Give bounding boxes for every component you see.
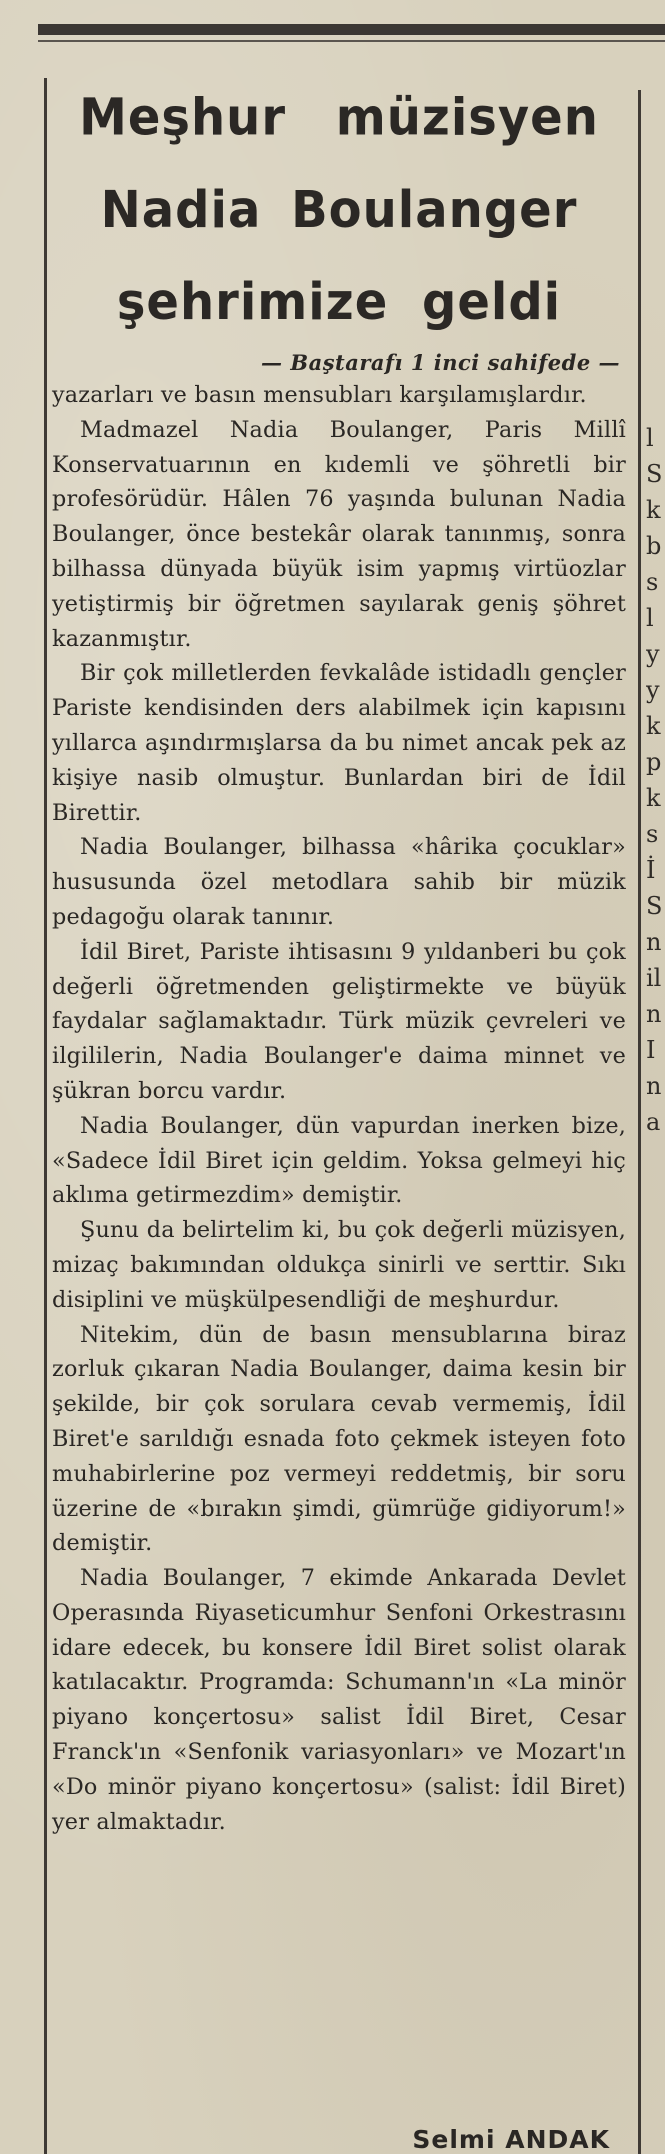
column-rule-right	[638, 90, 641, 2154]
adjacent-column-char: l	[646, 604, 654, 632]
adjacent-column-char: S	[646, 460, 663, 488]
adjacent-column-char: s	[646, 820, 659, 848]
paragraph: Nadia Boulanger, 7 ekimde Ankarada Devlet Operasında Riyaseticumhur Senfoni Orkestrasını idare edecek, bu konsere İdil Biret solist olarak katılacaktır. Programda: Schumann'ın «La minör piyano konçertosu» salist İdil Biret, Cesar Franck'ın «Senfonik variasyonları» ve Mozart'ın «Do minör piyano konçertosu» (salist: İdil Biret) yer almaktadır.	[52, 1565, 626, 1835]
paragraph: Madmazel Nadia Boulanger, Paris Millî Konservatuarının en kıdemli ve şöhretli bir profesörüdür. Hâlen 76 yaşında bulunan Nadia Boulanger, önce bestekâr olarak tanınmış, sonra bilhassa dünyada büyük isim yapmış virtüozlar yetiştirmiş bir öğretmen sayılarak geniş şöhret kazanmıştır.	[52, 416, 626, 652]
headline-line-3: şehrimize geldi	[116, 273, 562, 332]
article-column	[52, 70, 626, 2154]
adjacent-column-char: l	[646, 424, 654, 452]
adjacent-column-char: I	[646, 1036, 656, 1064]
adjacent-column-char: İ	[646, 856, 656, 884]
paragraph: Nadia Boulanger, bilhassa «hârika çocuklar» hususunda özel metodlara sahib bir müzik pedagoğu olarak tanınır.	[52, 834, 626, 930]
adjacent-column-char: k	[646, 784, 661, 812]
paragraph: Bir çok milletlerden fevkalâde istidadlı gençler Pariste kendisinden ders alabilmek için kapısını yıllarca aşındırmışlarsa da bu nimet ancak pek az kişiye nasib olmuştur. Bunlardan biri de İdil Birettir.	[52, 660, 626, 826]
adjacent-column-fragment	[646, 420, 665, 1140]
continued-from-note: — Baştarafı 1 inci sahifede —	[261, 350, 620, 375]
adjacent-column-char: il	[646, 964, 662, 992]
adjacent-column-char: n	[646, 1000, 662, 1028]
adjacent-column-char: y	[646, 640, 660, 668]
adjacent-column-char: S	[646, 892, 663, 920]
paragraph: yazarları ve basın mensubları karşılamışlardır.	[52, 382, 587, 408]
adjacent-column-char: a	[646, 1108, 661, 1136]
paragraph: Nitekim, dün de basın mensublarına biraz zorluk çıkaran Nadia Boulanger, daima kesin bir şekilde, bir çok sorulara cevab vermemiş, İdil Biret'e sarıldığı esnada foto çekmek isteyen foto muhabirlerine poz vermeyi reddetmiş, bir soru üzerine de «bırakın şimdi, gümrüğe gidiyorum!» demiştir.	[52, 1321, 626, 1557]
adjacent-column-char: y	[646, 676, 660, 704]
column-rule-left	[44, 78, 47, 2154]
paragraph: Şunu da belirtelim ki, bu çok değerli müzisyen, mizaç bakımından oldukça sinirli ve serttir. Sıkı disiplini ve müşkülpesendliği de meşhurdur.	[52, 1217, 626, 1313]
adjacent-column-char: k	[646, 712, 661, 740]
paragraph: İdil Biret, Pariste ihtisasını 9 yıldanberi bu çok değerli öğretmenden geliştirmekte ve büyük faydalar sağlamaktadır. Türk müzik çevreleri ve ilgililerin, Nadia Boulanger'e daima minnet ve şükran borcu vardır.	[52, 938, 626, 1104]
top-rule-thin	[38, 40, 665, 42]
adjacent-column-char: k	[646, 496, 661, 524]
adjacent-column-char: b	[646, 532, 662, 560]
adjacent-column-char: s	[646, 568, 659, 596]
headline-line-2: Nadia Boulanger	[100, 180, 578, 240]
article-body	[52, 378, 626, 1839]
adjacent-column-char: n	[646, 928, 662, 956]
headline-line-1: Meşhur müzisyen	[79, 88, 599, 147]
top-rule	[38, 24, 665, 35]
adjacent-column-char: p	[646, 748, 662, 776]
headline	[52, 71, 626, 348]
paragraph: Nadia Boulanger, dün vapurdan inerken bize, «Sadece İdil Biret için geldim. Yoksa gelmeyi hiç aklıma getirmezdim» demiştir.	[52, 1112, 626, 1209]
byline: Selmi ANDAK	[412, 2125, 610, 2154]
adjacent-column-char: n	[646, 1072, 662, 1100]
